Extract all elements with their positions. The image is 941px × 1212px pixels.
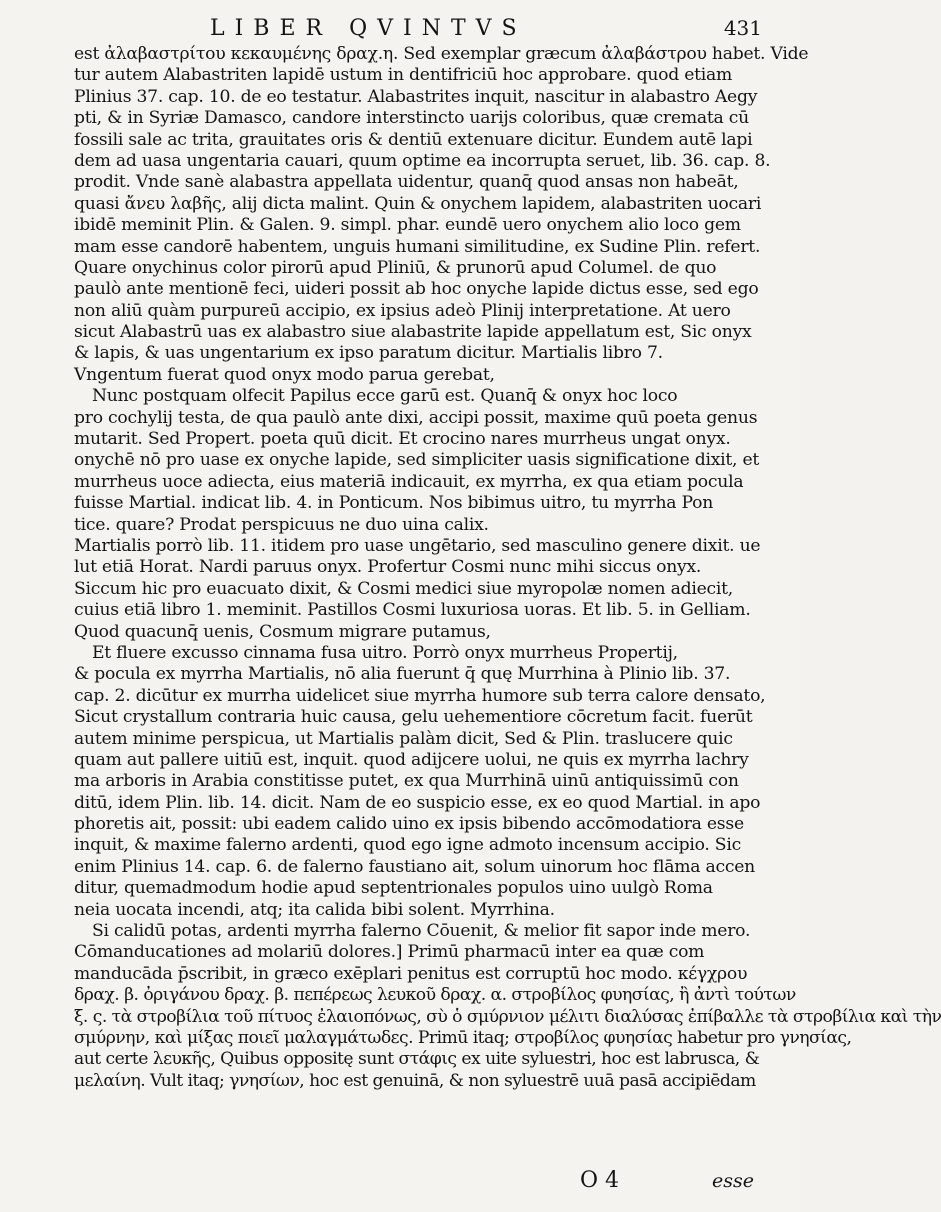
text-line: mutarit. Sed Propert. poeta quū dicit. Et crocino nares murrheus ungat onyx. [74,429,731,450]
text-line: Sicut crystallum contraria huic causa, gelu uehementiore cōcretum facit. fuerūt [74,707,753,728]
text-line: Quare onychinus color pirorū apud Pliniū, & prunorū apud Columel. de quo [74,257,717,278]
text-line: ma arboris in Arabia constitisse putet, ex qua Murrhinā uinū antiquissimū con [74,771,739,792]
text-line: pro cochylij testa, de qua paulò ante dixi, accipi possit, maxime quū poeta genus [74,407,758,428]
text-line: quam aut pallere uitiū est, inquit. quod adijcere uolui, ne quis ex myrrha lachry [74,749,749,770]
folio-number: 431 [723,16,762,40]
text-line: Et fluere excusso cinnama fusa uitro. Porrò onyx murrheus Propertij, [92,642,678,663]
text-line: pti, & in Syriæ Damasco, candore interstincto uarijs coloribus, quæ cremata cū [74,108,749,129]
text-line: ibidē meminit Plin. & Galen. 9. simpl. phar. eundē uero onychem alio loco gem [74,215,741,236]
text-line: murrheus uoce adiecta, eius materiā indicauit, ex myrrha, ex qua etiam pocula [74,471,744,492]
text-line: Vngentum fuerat quod onyx modo parua gerebat, [74,364,495,385]
text-line: onychē nō pro uase ex onyche lapide, sed simpliciter uasis significatione dixit, et [74,450,760,471]
signature-mark: O 4 [580,1168,620,1193]
text-line: manducāda p̄scribit, in græco exēplari penitus est corruptū hoc modo. κέγχρου [74,963,748,984]
text-line: neia uocata incendi, atq; ita calida bibi solent. Myrrhina. [74,899,555,920]
text-line: enim Plinius 14. cap. 6. de falerno faustiano ait, solum uinorum hoc flāma accen [74,856,755,877]
text-line: & lapis, & uas ungentarium ex ipso paratum dicitur. Martialis libro 7. [74,343,663,364]
text-line: phoretis ait, possit: ubi eadem calido uino ex ipsis bibendo accōmodatiora esse [74,814,744,835]
text-line: fossili sale ac trita, grauitates oris & dentiū extenuare dicitur. Eundem autē lapi [74,129,753,150]
text-line: Martialis porrò lib. 11. itidem pro uase ungētario, sed masculino genere dixit. ue [74,535,761,556]
running-title: LIBER QVINTVS [210,16,527,41]
text-line: Siccum hic pro euacuato dixit, & Cosmi medici siue myropolæ nomen adiecit, [74,578,733,599]
page-footer [0,1168,800,1198]
text-line: aut certe λευκῆς, Quibus oppositę sunt στάφις ex uite syluestri, hoc est labrusca, & [74,1049,760,1070]
text-line: Cōmanducationes ad molariū dolores.] Primū pharmacū inter ea quæ com [74,942,705,963]
text-line: ξ. ς. τὰ στροβίλια τοῦ πίτυος ἐλαιοπόνως, σὺ ὁ σμύρνιον μέλιτι διαλύσας ἐπίβαλλε τὰ στροβίλια καὶ τὴν [74,1006,941,1027]
page-header [0,14,800,44]
text-line: ditur, quemadmodum hodie apud septentrionales populos uino uulgò Roma [74,878,713,899]
text-line: μελαίνη. Vult itaq; γνησίων, hoc est genuinā, & non syluestrē uuā pasā accipiēdam [74,1070,756,1091]
text-line: ditū, idem Plin. lib. 14. dicit. Nam de eo suspicio esse, ex eo quod Martial. in apo [74,792,761,813]
text-line: cap. 2. dicūtur ex murrha uidelicet siue myrrha humore sub terra calore densato, [74,685,766,706]
text-line: est ἀλαβαστρίτου κεκαυμένης δραχ.η. Sed exemplar græcum ἀλαβάστρου habet. Vide [74,44,809,64]
text-line: dem ad uasa ungentaria cauari, quum optime ea incorrupta seruet, lib. 36. cap. 8. [74,150,771,171]
text-line: Plinius 37. cap. 10. de eo testatur. Alabastrites inquit, nascitur in alabastro Aegy [74,86,758,107]
text-line: δραχ. β. ὀριγάνου δραχ. β. πεπέρεως λευκοῦ δραχ. α. στροβίλος φυησίας, ἢ ἀντὶ τούτων [74,985,796,1006]
text-line: lut etiā Horat. Nardi paruus onyx. Profertur Cosmi nunc mihi siccus onyx. [74,557,702,578]
text-line: non aliū quàm purpureū accipio, ex ipsius adeò Plinij interpretatione. At uero [74,300,731,321]
text-line: Nunc postquam olfecit Papilus ecce garū est. Quanq̄ & onyx hoc loco [92,386,678,407]
text-line: prodit. Vnde sanè alabastra appellata uidentur, quanq̄ quod ansas non habeāt, [74,172,739,193]
text-line: inquit, & maxime falerno ardenti, quod ego igne admoto incensum accipio. Sic [74,835,741,856]
text-line: Si calidū potas, ardenti myrrha falerno Cōuenit, & melior fit sapor inde mero. [92,921,751,942]
text-line: sicut Alabastrū uas ex alabastro siue alabastrite lapide appellatum est, Sic onyx [74,322,752,343]
text-line: cuius etiā libro 1. meminit. Pastillos Cosmi luxuriosa uoras. Et lib. 5. in Gelliam. [74,600,751,621]
text-line: fuisse Martial. indicat lib. 4. in Ponticum. Nos bibimus uitro, tu myrrha Pon [74,493,714,514]
text-line: tur autem Alabastriten lapidē ustum in dentifriciū hoc approbare. quod etiam [74,65,733,86]
text-line: & pocula ex myrrha Martialis, nō alia fuerunt q̄ quę Murrhina à Plinio lib. 37. [74,664,731,685]
text-line: mam esse candorē habentem, unguis humani similitudine, ex Sudine Plin. refert. [74,236,761,257]
text-line: autem minime perspicua, ut Martialis palàm dicit, Sed & Plin. traslucere quic [74,728,733,749]
body-text [74,44,941,1092]
text-line: σμύρνην, καὶ μίξας ποιεῖ μαλαγμάτωδες. Primū itaq; στροβίλος φυησίας habetur pro γνησίας, [74,1027,852,1048]
text-line: paulò ante mentionē feci, uideri possit ab hoc onyche lapide dictus esse, sed ego [74,279,759,300]
catchword: esse [712,1170,754,1192]
text-line: quasi ἄνευ λαβῆς, alij dicta malint. Quin & onychem lapidem, alabastriten uocari [74,193,762,214]
text-line: tice. quare? Prodat perspicuus ne duo uina calix. [74,514,489,535]
text-line: Quod quacunq̄ uenis, Cosmum migrare putamus, [74,621,491,642]
